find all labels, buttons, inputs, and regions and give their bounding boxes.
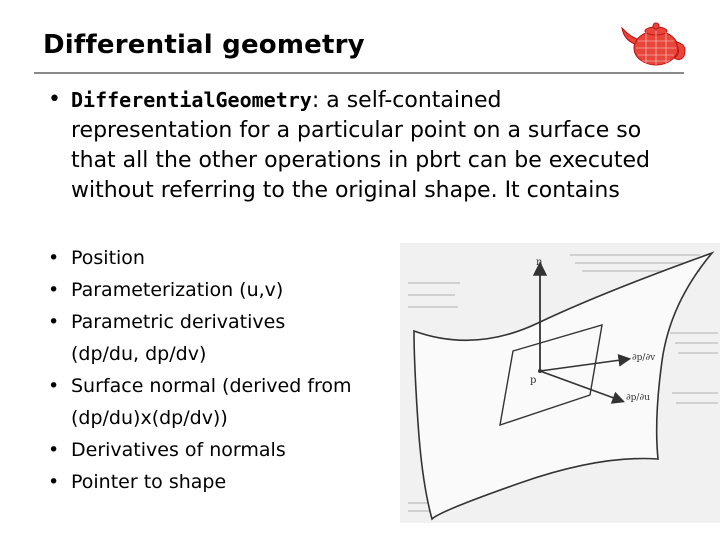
list-item: • Surface normal (derived from (dp/du)x(dp/dv)) [48, 375, 352, 429]
label-dpdu: ∂p/∂u [626, 393, 650, 403]
label-dpdv: ∂p/∂v [632, 353, 656, 363]
list-item: • Pointer to shape [48, 471, 227, 493]
list-item: • Position [48, 247, 145, 269]
surface-diagram [400, 243, 720, 523]
contents-list [48, 242, 408, 498]
teapot-logo-icon [618, 14, 690, 70]
slide-title: Differential geometry [43, 30, 365, 60]
class-name-code: DifferentialGeometry [71, 88, 312, 112]
surface-patch [414, 253, 712, 519]
list-item: • Parametric derivatives (dp/du, dp/dv) [48, 311, 286, 365]
intro-paragraph [48, 85, 658, 206]
label-p: p [530, 375, 537, 386]
surface-diagram-svg [400, 243, 720, 523]
title-divider [34, 72, 684, 74]
intro-text: : a self-contained representation for a particular point on a surface so that all the other operations in pbrt can be executed without referring to the original shape. It contains [71, 88, 650, 203]
list-item: • Parameterization (u,v) [48, 279, 284, 301]
label-n: n [536, 257, 543, 268]
bullet-marker: • [48, 87, 61, 112]
list-item: • Derivatives of normals [48, 439, 286, 461]
